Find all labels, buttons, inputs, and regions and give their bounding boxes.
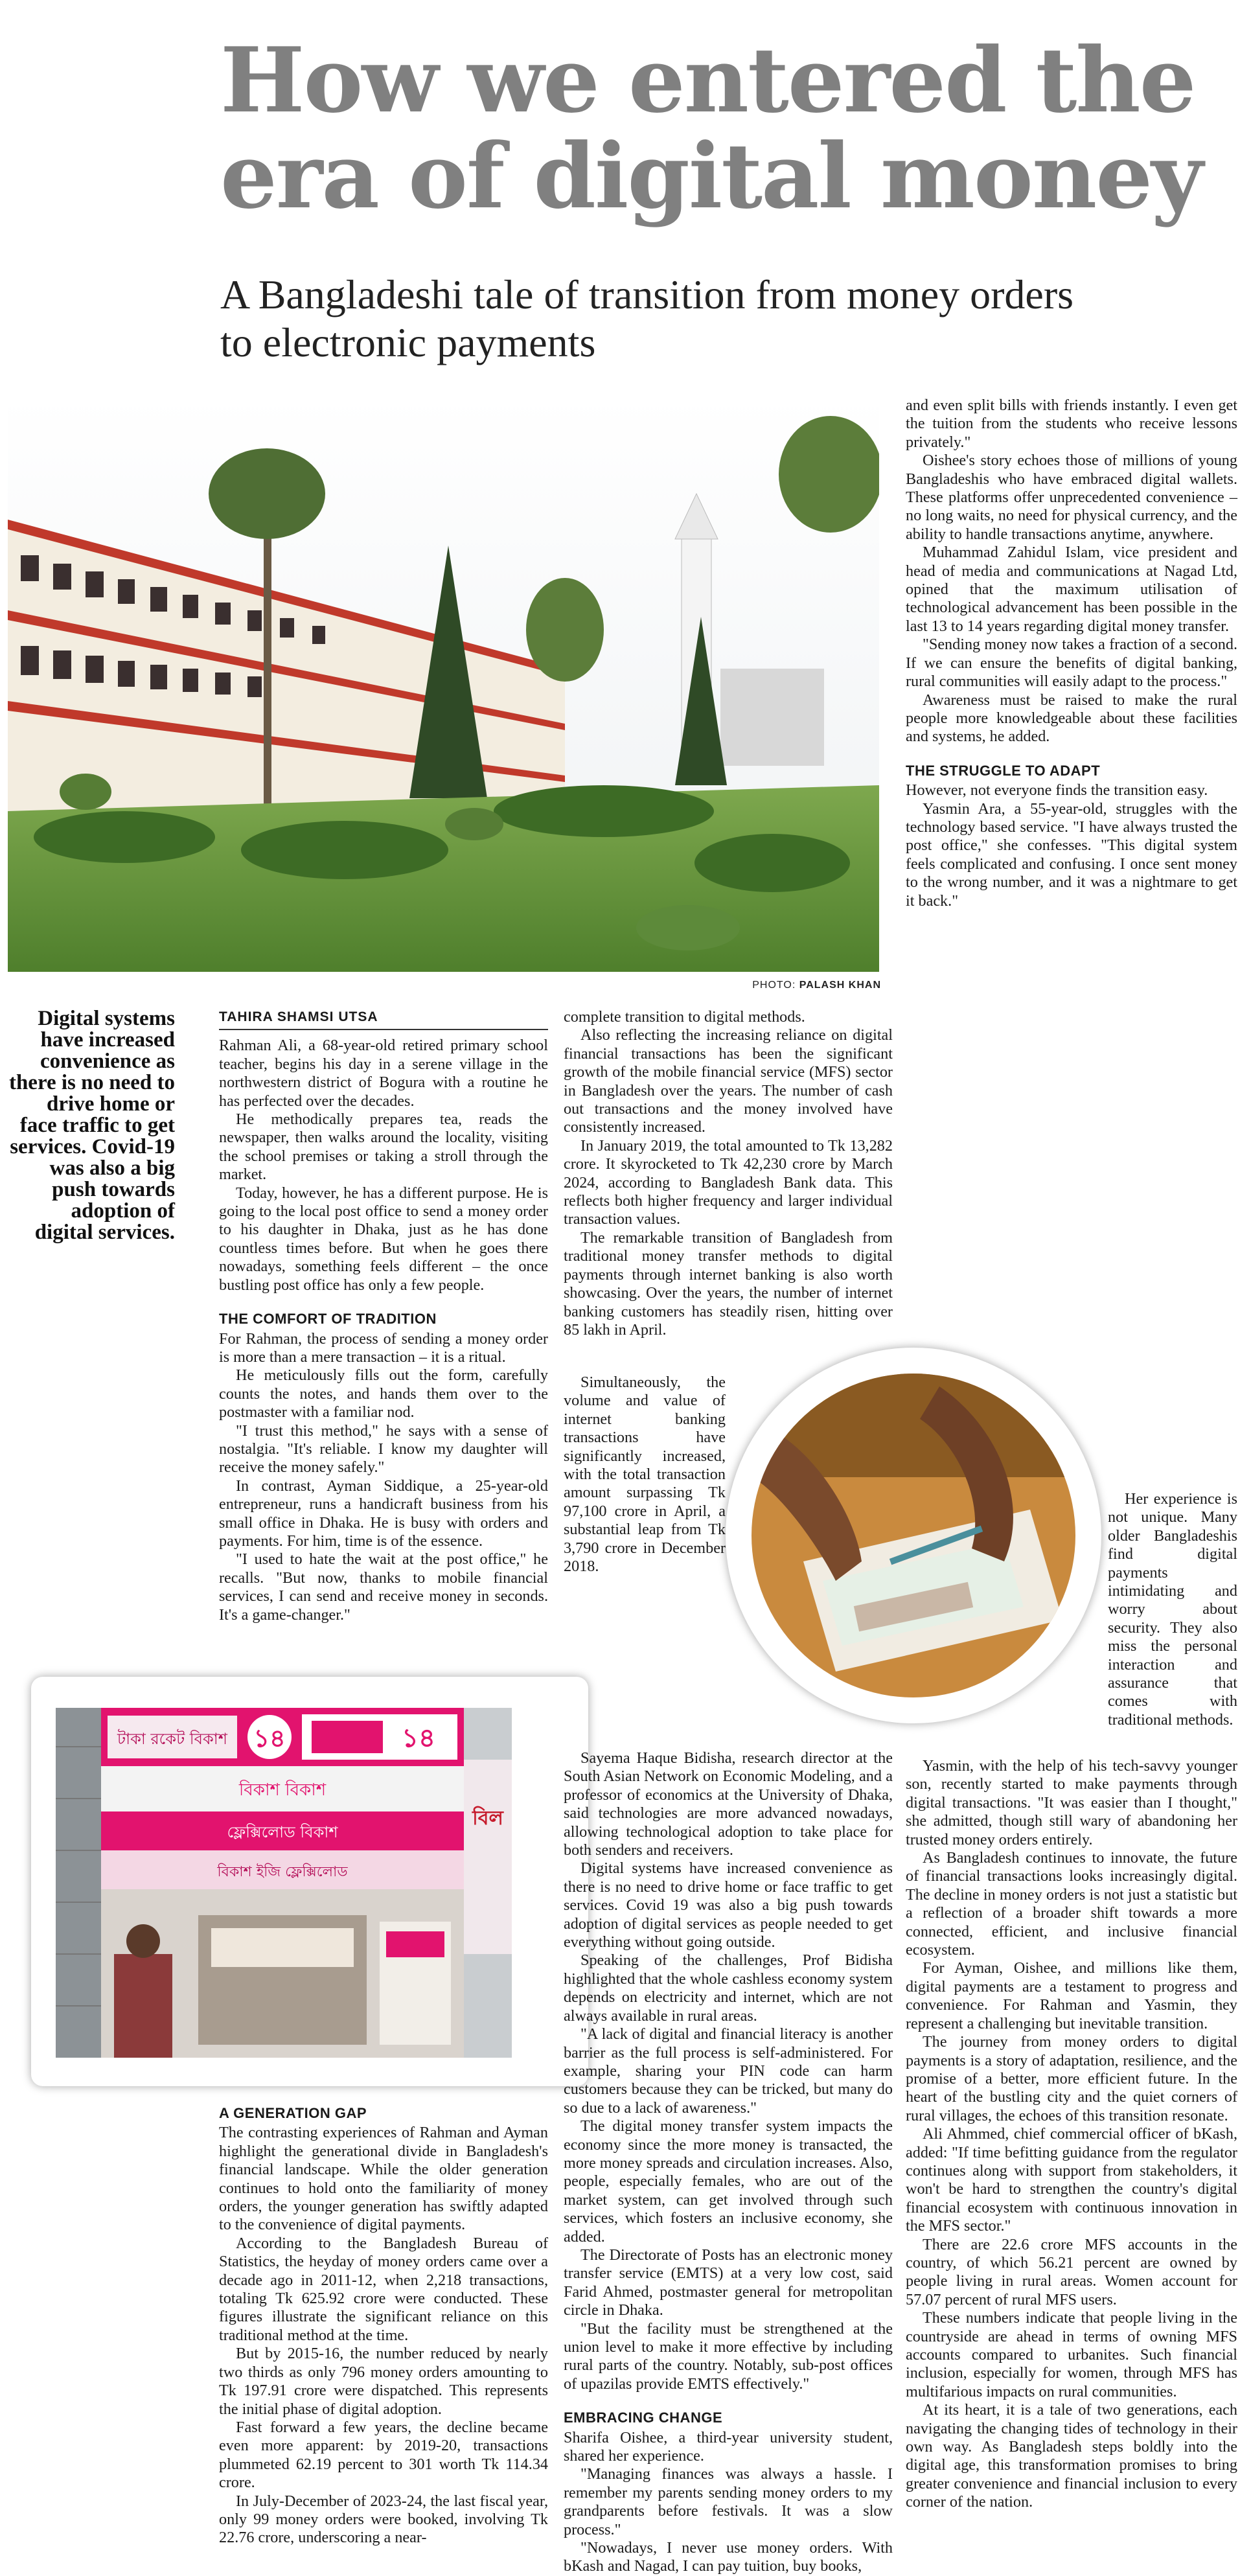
paragraph: These numbers indicate that people living in the countryside are ahead in terms of owning MFS accounts compared to urbanites. Such financial inclusion, especially for women, through MFS has multifarious impacts on rural communities. <box>906 2309 1237 2400</box>
paragraph: "Nowadays, I never use money orders. With bKash and Nagad, I can pay tuition, buy books, <box>564 2539 893 2575</box>
section-heading: THE STRUGGLE TO ADAPT <box>906 762 1101 779</box>
main-photo <box>8 397 879 972</box>
paragraph: There are 22.6 crore MFS accounts in the country, of which 56.21 percent are owned by people living in rural areas. Women account for 57.07 percent of rural MFS users. <box>906 2235 1237 2308</box>
paragraph: The digital money transfer system impacts the economy since the more money is transacted, the more money spreads and circulation increases. Also, people, especially females, who are out of the market system, can get involved through such services, which fosters an inclusive economy, she added. <box>564 2117 893 2246</box>
deck-line-2: to electronic payments <box>220 319 596 365</box>
column-1-upper <box>219 1008 548 1624</box>
right-sign: বিল <box>472 1807 503 1830</box>
paragraph: Yasmin Ara, a 55-year-old, struggles with the technology based service. "I have always trusted the post office," she confesses. "This digital system feels complicated and confusing. I once sent money to the wrong number, and it was a nightmare to get it back." <box>906 799 1237 910</box>
paragraph: Fast forward a few years, the decline became even more apparent: by 2019-20, transactions plummeted 62.19 percent to 301 worth Tk 114.34 crore. <box>219 2418 548 2492</box>
hands-money-illustration <box>726 1348 1101 1723</box>
column-3-lower <box>906 1757 1237 2512</box>
paragraph: "I used to hate the wait at the post office," he recalls. "But now, thanks to mobile financial services, I can send and receive money in seconds. It's a game-changer." <box>219 1550 548 1624</box>
paragraph: Speaking of the challenges, Prof Bidisha highlighted that the whole cashless economy system depends on electricity and internet, which are not always available in rural areas. <box>564 1951 893 2025</box>
paragraph: According to the Bangladesh Bureau of Statistics, the heyday of money orders came over a decade ago in 2011-12, when 2,218 transactions, totaling Tk 625.92 crore were conducted. These figures illustrate the significant reliance on this traditional method at the time. <box>219 2234 548 2344</box>
column-1-lower <box>219 2104 548 2547</box>
paragraph: Her experience is not unique. Many older Bangladeshis find digital payments intimidating and worry about security. They also miss the personal interaction and assurance that comes with traditional methods. <box>1108 1490 1237 1729</box>
paragraph: Ali Ahmmed, chief commercial officer of bKash, added: "If time befitting guidance from the regulator continues along with support from stakeholders, it won't be hard to strengthen the country's digital financial ecosystem with continuous innovation in the MFS sector." <box>906 2125 1237 2235</box>
paragraph: But by 2015-16, the number reduced by nearly two thirds as only 796 money orders amounting to Tk 197.91 crore were dispatched. This represents the initial phase of digital adoption. <box>219 2345 548 2418</box>
paragraph: "Sending money now takes a fraction of a second. If we can ensure the benefits of digital banking, rural communities will easily adapt to the process." <box>906 636 1237 691</box>
paragraph: Yasmin, with the help of his tech-savvy younger son, recently started to make payments through digital transactions. "It was easier than I thought," she admitted, though still wary of abandoning her trusted money orders entirely. <box>906 1757 1237 1848</box>
sub-banner: ফ্লেক্সিলোড বিকাশ <box>227 1823 338 1841</box>
headline <box>220 27 1244 229</box>
paragraph: He methodically prepares tea, reads the newspaper, then walks around the locality, visiting the school premises or taking a stroll through the market. <box>219 1110 548 1184</box>
section-heading: A GENERATION GAP <box>219 2105 367 2121</box>
pull-quote: Digital systems have increased convenience as there is no need to drive home or face traffic to get services. Covid-19 was also a big push towards adoption of digital services. <box>8 1007 175 1244</box>
paragraph: "A lack of digital and financial literacy is another barrier as the full process is self-administered. For example, sharing your PIN code can harm customers because they can be tricked, but many do so due to a lack of awareness." <box>564 2025 893 2117</box>
paragraph: Awareness must be raised to make the rural people more knowledgeable about these facilities and systems, he added. <box>906 691 1237 746</box>
credit-name: PALASH KHAN <box>799 980 881 991</box>
column-3-upper <box>906 397 1237 910</box>
column-2-upper <box>564 1008 893 1339</box>
section-heading: EMBRACING CHANGE <box>564 2409 723 2426</box>
paragraph: complete transition to digital methods. <box>564 1008 805 1026</box>
column-2-wrap <box>564 1374 726 1576</box>
photo-credit <box>700 980 881 991</box>
paragraph: "But the facility must be strengthened at the union level to make it more effective by including rural parts of the country. Notably, sub-post offices of upazilas provide EMTS effectively." <box>564 2319 893 2393</box>
paragraph: For Ayman, Oishee, and millions like them, digital payments are a testament to progress and convenience. For Rahman and Yasmin, they represent a challenging but inevitable transition. <box>906 1959 1237 2032</box>
column-3-wrap <box>1108 1490 1237 1729</box>
paragraph: Sharifa Oishee, a third-year university student, shared her experience. <box>564 2428 893 2465</box>
badge-number: ১৪ <box>253 1724 286 1753</box>
paragraph: Muhammad Zahidul Islam, vice president and head of media and communications at Nagad Ltd, opined that the maximum utilisation of technological advancement has been possible in the last 13 to 14 years regarding digital money transfer. <box>906 544 1237 635</box>
byline: TAHIRA SHAMSI UTSA <box>219 1008 548 1030</box>
paragraph: "Managing finances was always a hassle. I remember my parents sending money orders to my grandparents before festivals. It was a slow process." <box>564 2465 893 2538</box>
paragraph: However, not everyone finds the transition easy. <box>906 781 1208 799</box>
paragraph: In July-December of 2023-24, the last fiscal year, only 99 money orders were booked, involving Tk 22.76 crore, underscoring a near- <box>219 2492 548 2547</box>
paragraph: and even split bills with friends instantly. I even get the tuition from the students who receive lessons privately." <box>906 397 1237 451</box>
paragraph: In January 2019, the total amounted to Tk 13,282 crore. It skyrocketed to Tk 42,230 crore by March 2024, according to Bangladesh Bank data. This reflects both higher frequency and larger individual transaction values. <box>564 1136 893 1228</box>
bkash-shop-illustration <box>56 1708 512 2058</box>
paragraph: In contrast, Ayman Siddique, a 25-year-old entrepreneur, runs a handicraft business from his small office in Dhaka. He is busy with orders and payments. For him, time is of the essence. <box>219 1477 548 1550</box>
paragraph: At its heart, it is a tale of two generations, each navigating the changing tides of technology in their own way. As Bangladesh steps boldly into the digital age, this transformation promises to bring greater convenience and financial inclusion to every corner of the nation. <box>906 2401 1237 2511</box>
paragraph: Sayema Haque Bidisha, research director at the South Asian Network on Economic Modeling, and a professor of economics at the University of Dhaka, said technologies are more advanced nowadays, allowing technological adoption to take place for both senders and receivers. <box>564 1749 893 1859</box>
section-heading: THE COMFORT OF TRADITION <box>219 1311 437 1328</box>
paragraph: As Bangladesh continues to innovate, the future of financial transactions looks increasingly digital. The decline in money orders is not just a statistic but a reflection of a broader shift towards a more connected, efficient, and inclusive financial ecosystem. <box>906 1849 1237 1959</box>
paragraph: The contrasting experiences of Rahman and Ayman highlight the generational divide in Bangladesh's financial landscape. While the older generation continues to hold onto the familiarity of money orders, the younger generation has swiftly adapted to the convenience of digital payments. <box>219 2124 548 2234</box>
paragraph: The remarkable transition of Bangladesh from traditional money transfer methods to digital payments through internet banking is also worth showcasing. Over the years, the number of internet banking customers has steadily risen, hitting over 85 lakh in April. <box>564 1228 893 1339</box>
shop-photo <box>56 1708 512 2058</box>
post-office-illustration <box>8 397 879 972</box>
deck <box>220 271 1251 367</box>
paragraph: The journey from money orders to digital payments is a story of adaptation, resilience, and the promise of a better, more efficient future. In the heart of the bustling city and the quiet corners of rural villages, the echoes of this transition resonate. <box>906 2033 1237 2124</box>
paragraph: For Rahman, the process of sending a money order is more than a mere transaction – it is a ritual. <box>219 1329 548 1366</box>
money-photo-frame <box>726 1348 1101 1723</box>
paragraph: Digital systems have increased convenience as there is no need to drive home or face traffic to get services. Covid 19 was also a big push towards adoption of digital services as people needed to get everything without going outside. <box>564 1859 893 1951</box>
paragraph: Oishee's story echoes those of millions of young Bangladeshis who have embraced digital wallets. These platforms offer unprecedented convenience – no long waits, no need for physical currency, and the ability to handle transactions anytime, anywhere. <box>906 452 1237 543</box>
headline-line-1: How we entered the <box>220 27 1195 133</box>
shop-photo-frame <box>31 1677 588 2086</box>
paragraph: Also reflecting the increasing reliance on digital financial transactions has been the significant growth of the mobile financial service (MFS) sector in Bangladesh over the years. The number of cash out transactions and the money involved have consistently increased. <box>564 1026 893 1136</box>
credit-label: PHOTO: <box>752 980 796 991</box>
badge-number-2: ১৪ <box>402 1723 435 1753</box>
column-2-lower <box>564 1749 893 2576</box>
paragraph: Today, however, he has a different purpose. He is going to the local post office to send a money order to his daughter in Dhaka, just as he has done countless times before. But when he goes there nowadays, something feels different – the once bustling post office has only a few people. <box>219 1184 548 1294</box>
mid-banner: বিকাশ বিকাশ <box>238 1780 327 1800</box>
paragraph: The Directorate of Posts has an electronic money transfer service (EMTS) at a very low cost, said Farid Ahmed, postmaster general for metropolitan circle in Dhaka. <box>564 2246 893 2319</box>
lower-banner: বিকাশ ইজি ফ্লেক্সিলোড <box>217 1864 348 1880</box>
paragraph: "I trust this method," he says with a sense of nostalgia. "It's reliable. I know my daughter will receive the money safely." <box>219 1421 548 1477</box>
headline-line-2: era of digital money <box>220 123 1202 229</box>
paragraph: He meticulously fills out the form, carefully counts the notes, and hands them over to the postmaster with a familiar nod. <box>219 1366 548 1421</box>
deck-line-1: A Bangladeshi tale of transition from money orders <box>220 271 1074 317</box>
sign-top-left: টাকা রকেট বিকাশ <box>117 1730 227 1748</box>
paragraph: Rahman Ali, a 68-year-old retired primary school teacher, begins his day in a serene village in the northwestern district of Bogura with a routine he has perfected over the decades. <box>219 1037 548 1110</box>
paragraph: Simultaneously, the volume and value of internet banking transactions have significantly increased, with the total transaction amount surpassing Tk 97,100 crore in April, a substantial leap from Tk 3,790 crore in December 2018. <box>564 1374 726 1576</box>
